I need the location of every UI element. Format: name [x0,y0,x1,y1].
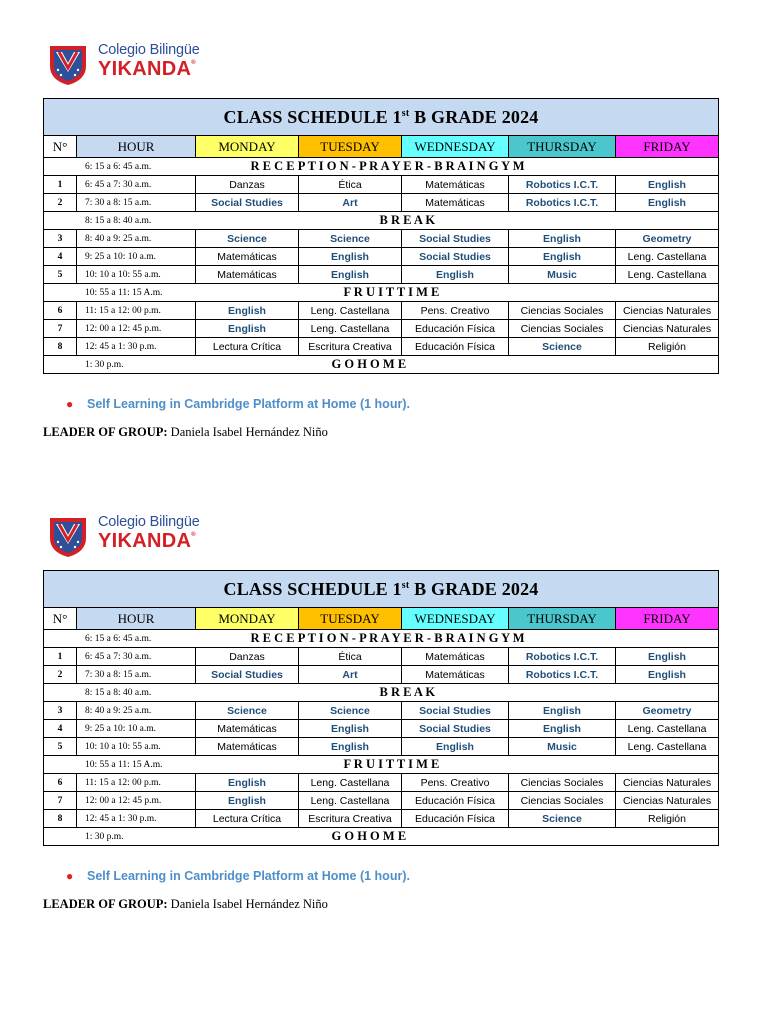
period-number: 3 [44,702,77,720]
subject-cell: English [196,792,299,810]
subject-cell: Social Studies [402,230,509,248]
subject-cell: English [509,230,616,248]
subject-cell: Ciencias Sociales [509,774,616,792]
header-hour: HOUR [77,136,196,158]
subject-cell: Geometry [616,702,719,720]
subject-cell: Religión [616,338,719,356]
subject-cell: Matemáticas [402,194,509,212]
schedule-banner-row [44,630,719,648]
leader-of-group [43,425,328,440]
header-day-wednesday: WEDNESDAY [402,608,509,630]
period-hour: 7: 30 a 8: 15 a.m. [77,666,196,684]
subject-cell: Social Studies [402,702,509,720]
logo-school-line: Colegio Bilingüe [98,42,200,58]
subject-cell: Leng. Castellana [299,320,402,338]
subject-cell: Matemáticas [196,720,299,738]
leader-of-group [43,897,328,912]
subject-cell: Social Studies [196,194,299,212]
banner-hour: 10: 55 a 11: 15 A.m. [44,284,196,302]
subject-cell: Science [509,338,616,356]
header-day-friday: FRIDAY [616,608,719,630]
subject-cell: English [196,320,299,338]
schedule-banner-row [44,828,719,846]
subject-cell: Educación Física [402,338,509,356]
header-day-wednesday: WEDNESDAY [402,136,509,158]
period-number: 8 [44,338,77,356]
header-day-monday: MONDAY [196,608,299,630]
subject-cell: Leng. Castellana [616,266,719,284]
period-hour: 8: 40 a 9: 25 a.m. [77,702,196,720]
subject-cell: Religión [616,810,719,828]
subject-cell: English [616,194,719,212]
period-number: 5 [44,266,77,284]
schedule-class-row [44,176,719,194]
period-hour: 11: 15 a 12: 00 p.m. [77,774,196,792]
header-num: N° [44,136,77,158]
school-logo [46,42,216,86]
banner-label: B R E A K [196,684,719,702]
subject-cell: Science [196,702,299,720]
header-hour: HOUR [77,608,196,630]
subject-cell: Social Studies [402,248,509,266]
schedule-class-row [44,302,719,320]
subject-cell: English [616,176,719,194]
period-hour: 12: 00 a 12: 45 p.m. [77,320,196,338]
banner-label: G O H O M E [196,828,719,846]
schedule-class-row [44,266,719,284]
subject-cell: Educación Física [402,320,509,338]
banner-hour: 8: 15 a 8: 40 a.m. [44,684,196,702]
banner-label: R E C E P T I O N - P R A Y E R - B R A I N G Y M [196,158,719,176]
subject-cell: Leng. Castellana [299,792,402,810]
subject-cell: Art [299,666,402,684]
subject-cell: Leng. Castellana [299,774,402,792]
schedule-class-row [44,720,719,738]
subject-cell: Danzas [196,648,299,666]
subject-cell: Matemáticas [402,176,509,194]
class-schedule-table [43,98,719,374]
period-number: 7 [44,792,77,810]
schedule-class-row [44,320,719,338]
class-schedule-table [43,570,719,846]
subject-cell: Music [509,266,616,284]
subject-cell: Matemáticas [196,266,299,284]
period-number: 4 [44,248,77,266]
subject-cell: Social Studies [196,666,299,684]
schedule-banner-row [44,684,719,702]
header-day-monday: MONDAY [196,136,299,158]
leader-label: LEADER OF GROUP: [43,897,168,911]
subject-cell: English [299,266,402,284]
period-hour: 9: 25 a 10: 10 a.m. [77,720,196,738]
subject-cell: Social Studies [402,720,509,738]
subject-cell: Ética [299,648,402,666]
subject-cell: Escritura Creativa [299,810,402,828]
period-hour: 9: 25 a 10: 10 a.m. [77,248,196,266]
banner-hour: 10: 55 a 11: 15 A.m. [44,756,196,774]
period-number: 2 [44,194,77,212]
period-hour: 7: 30 a 8: 15 a.m. [77,194,196,212]
period-hour: 8: 40 a 9: 25 a.m. [77,230,196,248]
subject-cell: Danzas [196,176,299,194]
schedule-title-row [44,571,719,608]
period-number: 8 [44,810,77,828]
yikanda-shield-icon [46,514,90,558]
header-day-tuesday: TUESDAY [299,136,402,158]
subject-cell: English [509,720,616,738]
subject-cell: Leng. Castellana [299,302,402,320]
banner-label: F R U I T T I M E [196,284,719,302]
schedule-class-row [44,810,719,828]
leader-name: Daniela Isabel Hernández Niño [170,425,328,439]
subject-cell: Ciencias Sociales [509,302,616,320]
period-number: 3 [44,230,77,248]
header-day-friday: FRIDAY [616,136,719,158]
subject-cell: Leng. Castellana [616,720,719,738]
bullet-dot-icon: ● [66,397,74,411]
subject-cell: English [196,774,299,792]
period-number: 5 [44,738,77,756]
schedule-banner-row [44,284,719,302]
leader-name: Daniela Isabel Hernández Niño [170,897,328,911]
schedule-title-row [44,99,719,136]
subject-cell: Ciencias Naturales [616,320,719,338]
subject-cell: Music [509,738,616,756]
banner-hour: 1: 30 p.m. [44,356,196,374]
subject-cell: English [402,266,509,284]
schedule-banner-row [44,756,719,774]
subject-cell: Robotics I.C.T. [509,176,616,194]
logo-school-line: Colegio Bilingüe [98,514,200,530]
banner-hour: 1: 30 p.m. [44,828,196,846]
logo-brand-name: YIKANDA® [98,58,196,80]
subject-cell: Science [299,230,402,248]
subject-cell: Ciencias Naturales [616,774,719,792]
subject-cell: Ciencias Naturales [616,302,719,320]
schedule-banner-row [44,356,719,374]
yikanda-shield-icon [46,42,90,86]
subject-cell: English [196,302,299,320]
period-number: 7 [44,320,77,338]
schedule-class-row [44,792,719,810]
subject-cell: Ética [299,176,402,194]
subject-cell: Escritura Creativa [299,338,402,356]
subject-cell: English [616,648,719,666]
subject-cell: Ciencias Naturales [616,792,719,810]
banner-label: G O H O M E [196,356,719,374]
subject-cell: English [299,248,402,266]
subject-cell: Leng. Castellana [616,738,719,756]
leader-label: LEADER OF GROUP: [43,425,168,439]
schedule-class-row [44,702,719,720]
subject-cell: Science [299,702,402,720]
schedule-class-row [44,666,719,684]
subject-cell: Science [509,810,616,828]
schedule-class-row [44,738,719,756]
subject-cell: Ciencias Sociales [509,792,616,810]
bullet-dot-icon: ● [66,869,74,883]
subject-cell: Pens. Creativo [402,774,509,792]
subject-cell: English [616,666,719,684]
banner-hour: 6: 15 a 6: 45 a.m. [44,630,196,648]
subject-cell: Matemáticas [196,248,299,266]
banner-hour: 6: 15 a 6: 45 a.m. [44,158,196,176]
subject-cell: Robotics I.C.T. [509,648,616,666]
period-number: 4 [44,720,77,738]
logo-brand-name: YIKANDA® [98,530,196,552]
schedule-header-row [44,608,719,630]
schedule-title: CLASS SCHEDULE 1st B GRADE 2024 [44,571,719,608]
subject-cell: English [509,702,616,720]
subject-cell: English [509,248,616,266]
banner-label: F R U I T T I M E [196,756,719,774]
subject-cell: Lectura Crítica [196,810,299,828]
subject-cell: Geometry [616,230,719,248]
schedule-class-row [44,338,719,356]
period-hour: 10: 10 a 10: 55 a.m. [77,266,196,284]
subject-cell: Pens. Creativo [402,302,509,320]
subject-cell: English [299,720,402,738]
subject-cell: Science [196,230,299,248]
subject-cell: English [402,738,509,756]
header-day-tuesday: TUESDAY [299,608,402,630]
subject-cell: Ciencias Sociales [509,320,616,338]
subject-cell: Matemáticas [196,738,299,756]
subject-cell: Educación Física [402,810,509,828]
schedule-title: CLASS SCHEDULE 1st B GRADE 2024 [44,99,719,136]
period-hour: 10: 10 a 10: 55 a.m. [77,738,196,756]
subject-cell: Lectura Crítica [196,338,299,356]
header-num: N° [44,608,77,630]
banner-hour: 8: 15 a 8: 40 a.m. [44,212,196,230]
period-number: 6 [44,774,77,792]
school-logo [46,514,216,558]
subject-cell: Art [299,194,402,212]
period-number: 6 [44,302,77,320]
banner-label: R E C E P T I O N - P R A Y E R - B R A I N G Y M [196,630,719,648]
schedule-class-row [44,648,719,666]
subject-cell: Matemáticas [402,666,509,684]
period-number: 1 [44,176,77,194]
period-number: 2 [44,666,77,684]
schedule-header-row [44,136,719,158]
header-day-thursday: THURSDAY [509,608,616,630]
period-hour: 12: 00 a 12: 45 p.m. [77,792,196,810]
header-day-thursday: THURSDAY [509,136,616,158]
period-number: 1 [44,648,77,666]
schedule-class-row [44,248,719,266]
period-hour: 12: 45 a 1: 30 p.m. [77,338,196,356]
schedule-class-row [44,194,719,212]
period-hour: 11: 15 a 12: 00 p.m. [77,302,196,320]
schedule-class-row [44,230,719,248]
subject-cell: Robotics I.C.T. [509,194,616,212]
schedule-banner-row [44,158,719,176]
schedule-banner-row [44,212,719,230]
period-hour: 6: 45 a 7: 30 a.m. [77,176,196,194]
subject-cell: Matemáticas [402,648,509,666]
schedule-class-row [44,774,719,792]
subject-cell: Robotics I.C.T. [509,666,616,684]
period-hour: 6: 45 a 7: 30 a.m. [77,648,196,666]
subject-cell: Educación Física [402,792,509,810]
subject-cell: Leng. Castellana [616,248,719,266]
period-hour: 12: 45 a 1: 30 p.m. [77,810,196,828]
subject-cell: English [299,738,402,756]
banner-label: B R E A K [196,212,719,230]
